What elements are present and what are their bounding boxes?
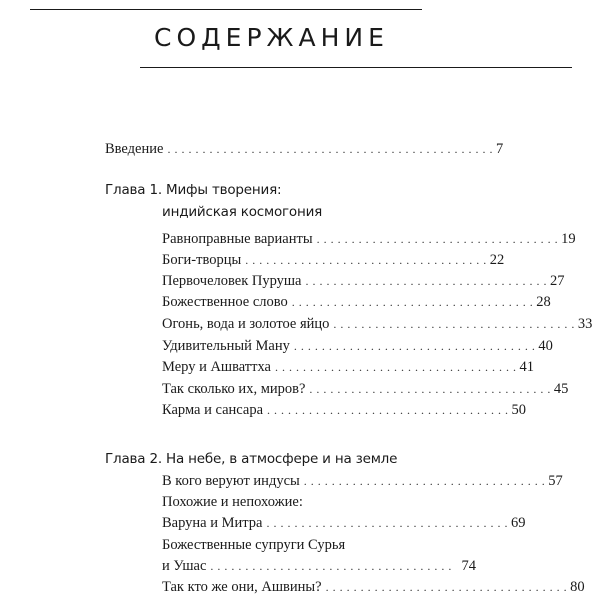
toc-entry-page: 19: [561, 231, 576, 247]
toc-entry[interactable]: [162, 558, 476, 575]
toc-entry-title-line1: Божественные супруги Сурья: [162, 537, 346, 553]
toc-entry-page: 57: [548, 473, 563, 489]
toc-entry-page: 45: [553, 381, 569, 397]
toc-entry-title: Огонь, вода и золотое яйцо: [162, 316, 330, 332]
toc-entry-page: 22: [489, 252, 505, 268]
dot-leader: . . . . . . . . . . . . . . . . . . . . . . . . . . . . . . . . . . .: [293, 339, 536, 353]
dot-leader: . . . . . . . . . . . . . . . . . . . . . . . . . . . . . . . . . . .: [316, 232, 559, 246]
toc-entry-title: Так кто же они, Ашвины?: [162, 579, 322, 595]
toc-entry-title: Введение: [105, 141, 164, 157]
toc-entry[interactable]: [162, 252, 505, 269]
page-title: СОДЕРЖАНИЕ: [154, 23, 389, 52]
toc-entry[interactable]: [162, 338, 553, 355]
dot-leader: . . . . . . . . . . . . . . . . . . . . . . . . . . . . . . . . . . .: [303, 474, 546, 488]
dot-leader: . . . . . . . . . . . . . . . . . . . . . . . . . . . . . . . . . . .: [325, 580, 568, 594]
top-rule: [30, 9, 422, 10]
toc-entry[interactable]: [162, 294, 551, 311]
toc-entry-title: Так сколько их, миров?: [162, 381, 306, 397]
toc-entry-title: Карма и сансара: [162, 402, 264, 418]
toc-entry-title: В кого веруют индусы: [162, 473, 300, 489]
toc-entry-page: 28: [536, 294, 551, 310]
toc-entry-title: и Ушас: [162, 558, 207, 574]
title-underline-rule: [140, 67, 572, 68]
dot-leader: . . . . . . . . . . . . . . . . . . . . . . . . . . . . . . . . . . .: [291, 295, 534, 309]
chapter-1-subheading: индийская космогония: [162, 204, 323, 220]
toc-entry[interactable]: [162, 231, 576, 248]
toc-entry-title: Удивительный Ману: [162, 338, 290, 354]
dot-leader: . . . . . . . . . . . . . . . . . . . . . . . . . . . . . . . . . . .: [305, 274, 547, 288]
toc-entry-page: 50: [511, 402, 527, 418]
dot-leader: . . . . . . . . . . . . . . . . . . . . . . . . . . . . . . . . . . .: [267, 403, 509, 417]
toc-entry-page: 33: [577, 316, 593, 332]
toc-entry-intro[interactable]: [105, 141, 504, 158]
dot-leader: . . . . . . . . . . . . . . . . . . . . . . . . . . . . . . . . . . .: [333, 317, 575, 331]
toc-entry-page: 80: [570, 579, 585, 595]
toc-entry-page: 7: [495, 141, 504, 157]
dot-leader: . . . . . . . . . . . . . . . . . . . . . . . . . . . . . . . . . . . . . . . . . . . . . . .: [167, 142, 493, 156]
chapter-1-heading: Глава 1. Мифы творения:: [105, 182, 282, 198]
dot-leader: . . . . . . . . . . . . . . . . . . . . . . . . . . . . . . . . . . .: [309, 382, 551, 396]
dot-leader: . . . . . . . . . . . . . . . . . . . . . . . . . . . . . . . . . . .: [245, 253, 487, 267]
dot-leader: . . . . . . . . . . . . . . . . . . . . . . . . . . . . . . . . . . .: [266, 516, 508, 530]
dot-leader: . . . . . . . . . . . . . . . . . . . . . . . . . . . . . . . . . . .: [210, 559, 452, 573]
toc-entry[interactable]: [162, 359, 534, 376]
toc-entry-page: 27: [550, 273, 565, 289]
toc-entry[interactable]: [162, 316, 593, 333]
toc-entry[interactable]: [162, 402, 527, 419]
toc-entry[interactable]: [162, 473, 563, 490]
toc-entry-page: 69: [510, 515, 526, 531]
toc-entry-title: Боги-творцы: [162, 252, 242, 268]
toc-entry-title: Божественное слово: [162, 294, 288, 310]
toc-entry-title: Меру и Ашваттха: [162, 359, 271, 375]
toc-entry-title-line1: Похожие и непохожие:: [162, 494, 303, 510]
dot-leader: . . . . . . . . . . . . . . . . . . . . . . . . . . . . . . . . . . .: [274, 360, 517, 374]
toc-entry-title: Первочеловек Пуруша: [162, 273, 302, 289]
toc-entry-page: 40: [538, 338, 553, 354]
toc-entry-page: 41: [519, 359, 534, 375]
toc-entry[interactable]: [162, 381, 569, 398]
toc-entry-title: Равноправные варианты: [162, 231, 313, 247]
toc-entry[interactable]: [162, 579, 585, 596]
toc-entry[interactable]: [162, 515, 526, 532]
toc-entry[interactable]: [162, 273, 565, 290]
toc-entry-title: Варуна и Митра: [162, 515, 263, 531]
chapter-2-heading: Глава 2. На небе, в атмосфере и на земле: [105, 451, 398, 467]
toc-entry-page: 74: [461, 558, 476, 574]
